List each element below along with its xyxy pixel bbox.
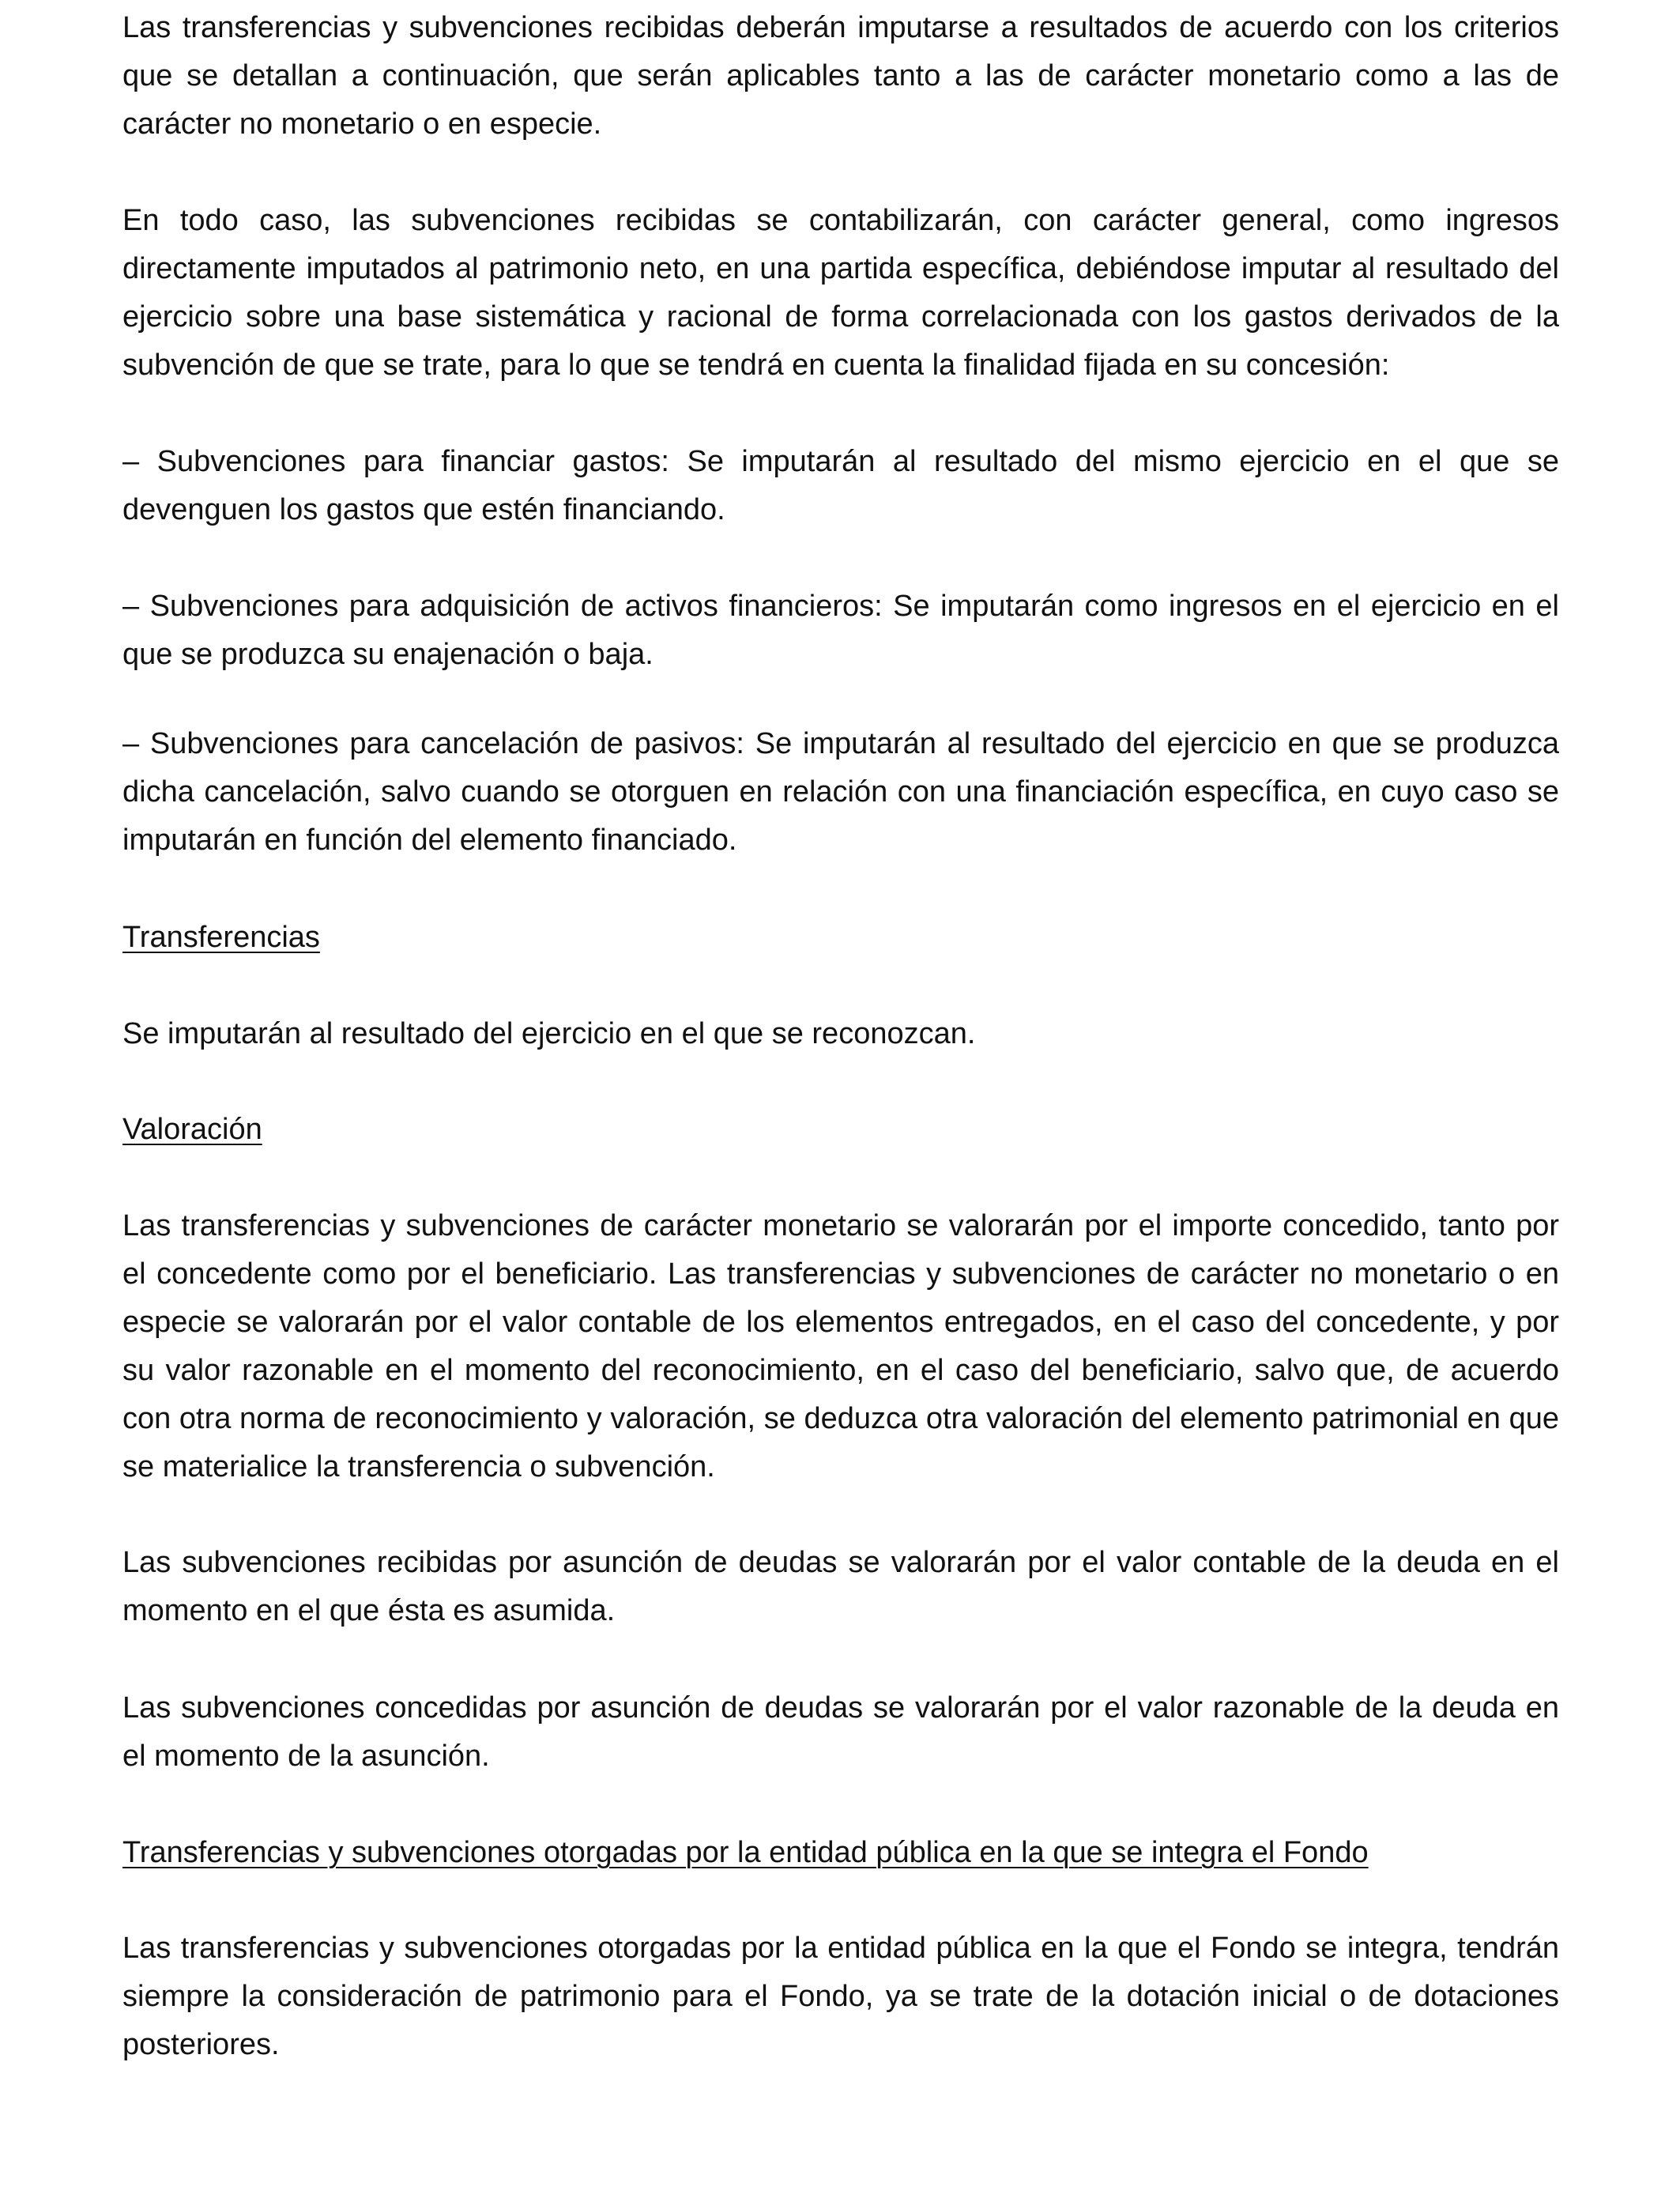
paragraph-recibidas-asuncion: Las subvenciones recibidas por asunción de deudas se valorarán por el valor contable de la deuda en el momento en el que ésta es asumida. bbox=[122, 1546, 1559, 1627]
heading-valoracion: Valoración bbox=[122, 1113, 262, 1146]
paragraph-activos-financieros: – Subvenciones para adquisición de activos financieros: Se imputarán como ingresos en el ejercicio en el que se produzca su enajenación o baja. bbox=[122, 590, 1559, 671]
paragraph-transferencias: Se imputarán al resultado del ejercicio en el que se reconozcan. bbox=[122, 1017, 976, 1050]
paragraph-criterios: Las transferencias y subvenciones recibidas deberán imputarse a resultados de acuerdo con los criterios que se detallan a continuación, que serán aplicables tanto a las de carácter monetario como a las de carácter no monetario o en especie. bbox=[122, 11, 1559, 141]
paragraph-en-todo-caso: En todo caso, las subvenciones recibidas se contabilizarán, con carácter general, como ingresos directamente imputados al patrimonio neto, en una partida específica, debiéndose imputar al resultado del ejercicio sobre una base sistemática y racional de forma correlacionada con los gastos derivados de la subvención de que se trate, para lo que se tendrá en cuenta la finalidad fijada en su concesión: bbox=[122, 204, 1559, 382]
paragraph-financiar-gastos: – Subvenciones para financiar gastos: Se imputarán al resultado del mismo ejercicio en el que se devenguen los gastos que estén financiando. bbox=[122, 445, 1559, 526]
paragraph-cancelacion-pasivos: – Subvenciones para cancelación de pasivos: Se imputarán al resultado del ejercicio en que se produzca dicha cancelación, salvo cuando se otorguen en relación con una financiación específica, en cuyo caso se imputarán en función del elemento financiado. bbox=[122, 727, 1559, 857]
paragraph-valoracion-monetario: Las transferencias y subvenciones de carácter monetario se valorarán por el importe concedido, tanto por el concedente como por el beneficiario. Las transferencias y subvenciones de carácter no monetario o en especie se valorarán por el valor contable de los elementos entregados, en el caso del concedente, y por su valor razonable en el momento del reconocimiento, en el caso del beneficiario, salvo que, de acuerdo con otra norma de reconocimiento y valoración, se deduzca otra valoración del elemento patrimonial en que se materialice la transferencia o subvención. bbox=[122, 1209, 1559, 1483]
heading-entidad-publica: Transferencias y subvenciones otorgadas por la entidad pública en la que se integra el Fondo bbox=[122, 1836, 1369, 1869]
heading-transferencias: Transferencias bbox=[122, 921, 320, 954]
paragraph-entidad-publica: Las transferencias y subvenciones otorgadas por la entidad pública en la que el Fondo se integra, tendrán siempre la consideración de patrimonio para el Fondo, ya se trate de la dotación inicial o de dotaciones posteriores. bbox=[122, 1932, 1559, 2061]
paragraph-concedidas-asuncion: Las subvenciones concedidas por asunción de deudas se valorarán por el valor razonable de la deuda en el momento de la asunción. bbox=[122, 1691, 1559, 1773]
